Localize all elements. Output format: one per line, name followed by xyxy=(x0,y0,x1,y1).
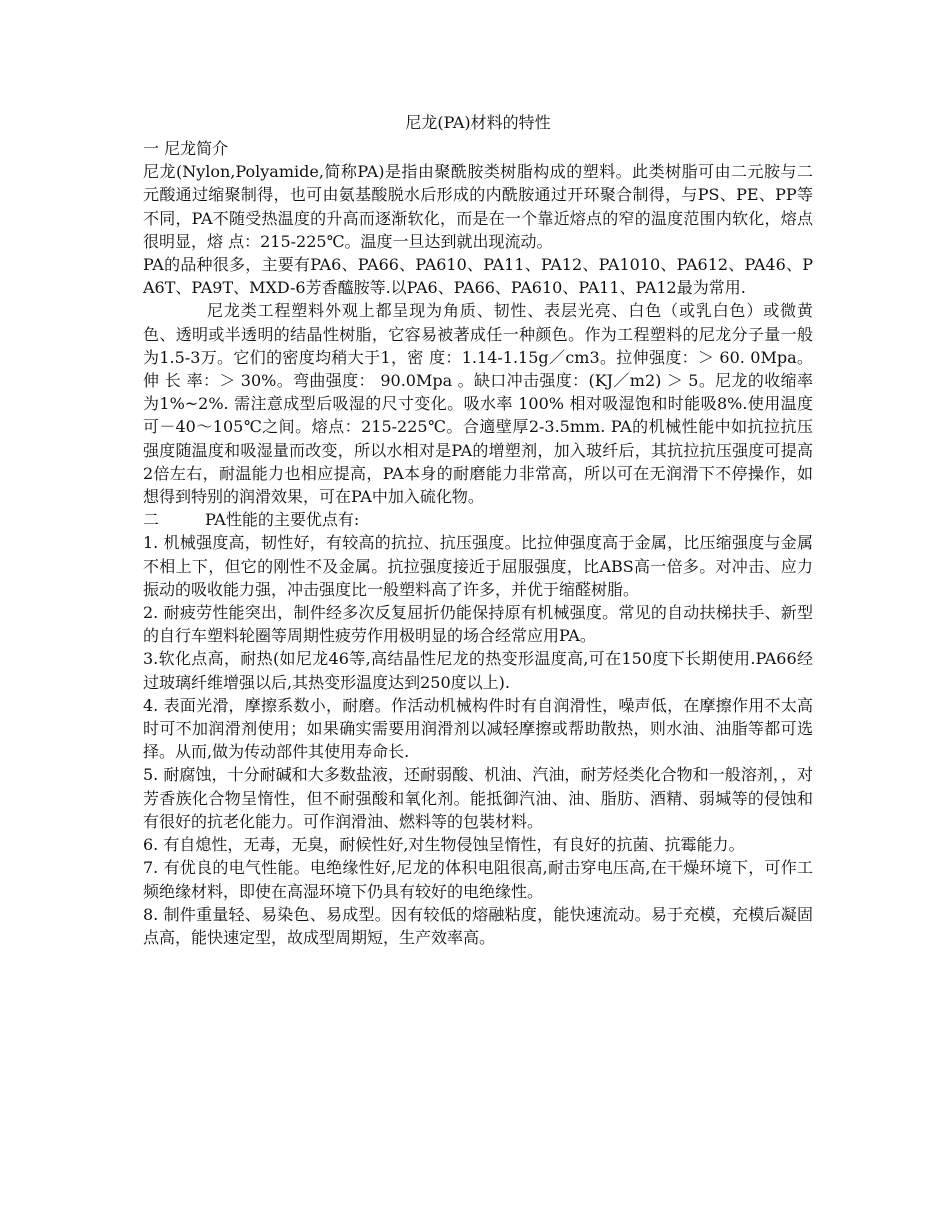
advantage-item: 4. 表面光滑，摩擦系数小，耐磨。作活动机械构件时有自润滑性，噪声低，在摩擦作用不太高时可不加润滑剂使用；如果确实需要用润滑剂以减轻摩擦或帮助散热，则水油、油脂等都可选择。从而,做为传动部件其使用寿命长. xyxy=(143,695,813,762)
advantage-item: 6. 有自熄性，无毒，无臭，耐候性好,对生物侵蚀呈惰性，有良好的抗菌、抗霉能力。 xyxy=(143,835,745,855)
section-1-paragraph: PA的品种很多，主要有PA6、PA66、PA610、PA11、PA12、PA1010、PA612、PA46、PA6T、PA9T、MXD-6芳香醯胺等.以PA6、PA66、PA610、PA11、PA12最为常用. xyxy=(143,255,813,298)
section-2-number: 二 xyxy=(143,510,160,530)
document-page xyxy=(143,111,813,949)
section-1-heading xyxy=(143,137,813,160)
section-1-number: 一 xyxy=(143,139,160,158)
section-1-title: 尼龙简介 xyxy=(164,139,229,158)
section-2-title: PA性能的主要优点有: xyxy=(205,510,360,530)
advantage-item: 5. 耐腐蚀，十分耐碱和大多数盐液，还耐弱酸、机油、汽油，耐芳烃类化合物和一般溶剂，，对芳香族化合物呈惰性，但不耐强酸和氧化剂。能抵御汽油、油、脂肪、酒精、弱堿等的侵蚀和有很好的抗老化能力。可作润滑油、燃料等的包裝材料。 xyxy=(143,765,813,831)
advantage-item: 1. 机械强度高，韧性好，有较高的抗拉、抗压强度。比拉伸强度高于金属，比压缩强度与金属不相上下，但它的刚性不及金属。抗拉强度接近于屈服强度，比ABS高一倍多。对冲击、应力振动的吸收能力强，冲击强度比一般塑料高了许多，并优于缩醛树脂。 xyxy=(143,533,813,599)
document-title: 尼龙(PA)材料的特性 xyxy=(405,113,551,132)
advantage-item: 2. 耐疲劳性能突出，制件经多次反复屈折仍能保持原有机械强度。常见的自动扶梯扶手、新型的自行车塑料轮圈等周期性疲劳作用极明显的场合经常应用PA。 xyxy=(143,603,813,646)
advantage-item: 8. 制件重量轻、易染色、易成型。因有较低的熔融粘度，能快速流动。易于充模，充模后凝固点高，能快速定型，故成型周期短，生产效率高。 xyxy=(143,904,813,947)
section-2-heading xyxy=(143,508,813,531)
section-1-paragraph: 尼龙类工程塑料外观上都呈现为角质、韧性、表层光亮、白色（或乳白色）或微黄色、透明或半透明的结晶性树脂，它容易被著成任一种颜色。作为工程塑料的尼龙分子量一般为1.5-3万。它们的密度均稍大于1，密 度：1.14-1.15g／cm3。拉伸强度：＞ 60. 0Mpa。伸 长 率：＞ 30%。弯曲强度： 90.0Mpa 。缺口冲击强度：(KJ／m2) ＞ 5。尼龙的收缩率为1%~2%. 需注意成型后吸湿的尺寸变化。吸水率 100% 相对吸湿饱和时能吸8%.使用温度可－40～105℃之间。熔点：215-225℃。合適壁厚2-3.5mm. PA的机械性能中如抗拉抗压强度随温度和吸湿量而改变，所以水相对是PA的增塑剂，加入玻纤后，其抗拉抗压强度可提高2倍左右，耐温能力也相应提高，PA本身的耐磨能力非常高，所以可在无润滑下不停操作，如想得到特别的润滑效果，可在PA中加入硫化物。 xyxy=(143,301,813,507)
advantage-item: 7. 有优良的电气性能。电绝缘性好,尼龙的体积电阻很高,耐击穿电压高,在干燥环境下，可作工频绝缘材料，即使在高湿环境下仍具有较好的电绝缘性。 xyxy=(143,858,813,901)
advantage-item: 3.软化点高，耐热(如尼龙46等,高结晶性尼龙的热变形温度高,可在150度下长期使用.PA66经过玻璃纤维增强以后,其热变形温度达到250度以上). xyxy=(143,649,813,692)
section-1-paragraph: 尼龙(Nylon,Polyamide,简称PA)是指由聚酰胺类树脂构成的塑料。此类树脂可由二元胺与二元酸通过缩聚制得，也可由氨基酸脱水后形成的内酰胺通过开环聚合制得，与PS、PE、PP等不同，PA不随受热温度的升高而逐渐软化，而是在一个靠近熔点的窄的温度范围内软化，熔点很明显，熔 点：215-225℃。温度一旦达到就出现流动。 xyxy=(143,162,813,251)
